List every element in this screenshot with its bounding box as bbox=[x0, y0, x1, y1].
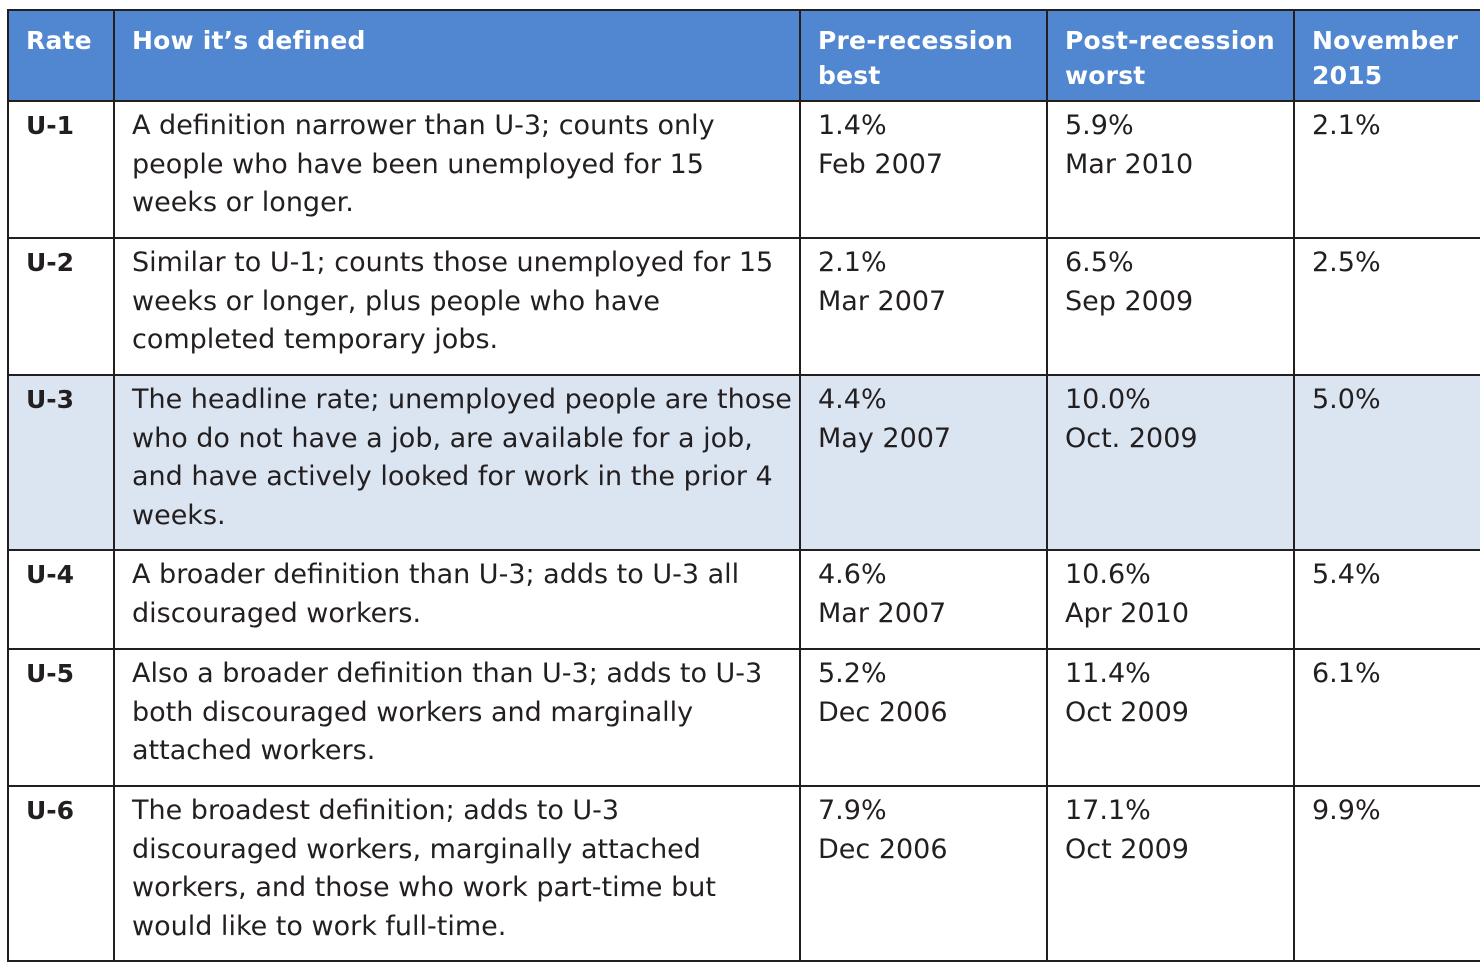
rate-cell: U-4 bbox=[8, 550, 114, 649]
pre-recession-value: 5.2% bbox=[818, 658, 887, 689]
header-line: Pre-recession bbox=[818, 26, 1013, 55]
pre-recession-date: Dec 2006 bbox=[818, 696, 948, 728]
pre-recession-cell bbox=[800, 550, 1047, 649]
header-line: November bbox=[1312, 26, 1459, 55]
definition-line: would like to work full-time. bbox=[132, 910, 507, 942]
pre-recession-cell bbox=[800, 649, 1047, 786]
definition-line: discouraged workers. bbox=[132, 597, 422, 629]
post-recession-cell bbox=[1047, 786, 1294, 961]
rate-cell: U-6 bbox=[8, 786, 114, 961]
definition-line: Similar to U-1; counts those unemployed for 15 bbox=[132, 247, 774, 278]
definition-cell bbox=[114, 238, 800, 375]
definition-line: people who have been unemployed for 15 bbox=[132, 148, 704, 180]
definition-line: attached workers. bbox=[132, 735, 376, 766]
header-line: 2015 bbox=[1312, 61, 1383, 90]
rate-cell: U-5 bbox=[8, 649, 114, 786]
post-recession-value: 6.5% bbox=[1065, 247, 1134, 278]
definition-line: weeks. bbox=[132, 499, 226, 531]
table-row bbox=[8, 786, 1480, 961]
post-recession-value: 11.4% bbox=[1065, 658, 1151, 689]
post-recession-date: Apr 2010 bbox=[1065, 597, 1190, 629]
post-recession-date: Oct. 2009 bbox=[1065, 422, 1198, 454]
post-recession-cell bbox=[1047, 649, 1294, 786]
post-recession-cell bbox=[1047, 101, 1294, 238]
post-recession-cell bbox=[1047, 238, 1294, 375]
pre-recession-value: 4.4% bbox=[818, 384, 887, 415]
november-2015-cell: 2.5% bbox=[1294, 238, 1480, 375]
definition-line: The broadest definition; adds to U-3 bbox=[132, 795, 620, 826]
header-row bbox=[8, 10, 1480, 101]
definition-line: discouraged workers, marginally attached bbox=[132, 833, 701, 865]
post-recession-value: 10.0% bbox=[1065, 384, 1151, 415]
definition-line: workers, and those who work part-time but bbox=[132, 872, 716, 903]
pre-recession-value: 1.4% bbox=[818, 110, 887, 141]
pre-recession-date: May 2007 bbox=[818, 422, 952, 454]
definition-cell bbox=[114, 101, 800, 238]
post-recession-cell bbox=[1047, 550, 1294, 649]
header-line: How it’s defined bbox=[132, 26, 366, 55]
definition-cell bbox=[114, 375, 800, 550]
definition-cell bbox=[114, 786, 800, 961]
header-definition bbox=[114, 10, 800, 101]
post-recession-date: Oct 2009 bbox=[1065, 833, 1189, 865]
definition-cell bbox=[114, 649, 800, 786]
definition-line: completed temporary jobs. bbox=[132, 324, 499, 355]
pre-recession-cell bbox=[800, 375, 1047, 550]
post-recession-value: 5.9% bbox=[1065, 110, 1134, 141]
pre-recession-cell bbox=[800, 101, 1047, 238]
header-pre-recession-best bbox=[800, 10, 1047, 101]
definition-line: Also a broader definition than U-3; adds to U-3 bbox=[132, 658, 763, 689]
table-row bbox=[8, 649, 1480, 786]
november-2015-cell: 6.1% bbox=[1294, 649, 1480, 786]
header-november-2015 bbox=[1294, 10, 1480, 101]
header-line: worst bbox=[1065, 61, 1146, 90]
rate-cell: U-2 bbox=[8, 238, 114, 375]
post-recession-date: Sep 2009 bbox=[1065, 285, 1194, 317]
header-rate bbox=[8, 10, 114, 101]
post-recession-value: 10.6% bbox=[1065, 559, 1151, 590]
table-row bbox=[8, 238, 1480, 375]
rate-cell: U-3 bbox=[8, 375, 114, 550]
table-row bbox=[8, 550, 1480, 649]
post-recession-value: 17.1% bbox=[1065, 795, 1151, 826]
post-recession-date: Oct 2009 bbox=[1065, 696, 1189, 728]
definition-line: A definition narrower than U-3; counts only bbox=[132, 110, 715, 141]
definition-line: and have actively looked for work in the prior 4 bbox=[132, 461, 773, 492]
table-row bbox=[8, 101, 1480, 238]
pre-recession-cell bbox=[800, 238, 1047, 375]
definition-line: The headline rate; unemployed people are those bbox=[132, 384, 792, 415]
pre-recession-date: Feb 2007 bbox=[818, 148, 944, 180]
november-2015-cell: 2.1% bbox=[1294, 101, 1480, 238]
november-2015-cell: 5.0% bbox=[1294, 375, 1480, 550]
definition-cell bbox=[114, 550, 800, 649]
pre-recession-value: 2.1% bbox=[818, 247, 887, 278]
definition-line: weeks or longer, plus people who have bbox=[132, 285, 660, 317]
rate-cell: U-1 bbox=[8, 101, 114, 238]
post-recession-cell bbox=[1047, 375, 1294, 550]
header-line: best bbox=[818, 61, 881, 90]
header-line: Post-recession bbox=[1065, 26, 1275, 55]
pre-recession-value: 7.9% bbox=[818, 795, 887, 826]
november-2015-cell: 5.4% bbox=[1294, 550, 1480, 649]
table-container bbox=[7, 9, 1480, 962]
pre-recession-cell bbox=[800, 786, 1047, 961]
post-recession-date: Mar 2010 bbox=[1065, 148, 1194, 180]
header-post-recession-worst bbox=[1047, 10, 1294, 101]
definition-line: A broader definition than U-3; adds to U-3 all bbox=[132, 559, 740, 590]
definition-line: weeks or longer. bbox=[132, 187, 354, 218]
pre-recession-value: 4.6% bbox=[818, 559, 887, 590]
definition-line: who do not have a job, are available for a job, bbox=[132, 422, 753, 454]
unemployment-rates-table bbox=[7, 9, 1480, 962]
table-row-highlighted bbox=[8, 375, 1480, 550]
november-2015-cell: 9.9% bbox=[1294, 786, 1480, 961]
pre-recession-date: Mar 2007 bbox=[818, 597, 947, 629]
definition-line: both discouraged workers and marginally bbox=[132, 696, 694, 728]
pre-recession-date: Mar 2007 bbox=[818, 285, 947, 317]
header-line: Rate bbox=[26, 26, 92, 55]
pre-recession-date: Dec 2006 bbox=[818, 833, 948, 865]
